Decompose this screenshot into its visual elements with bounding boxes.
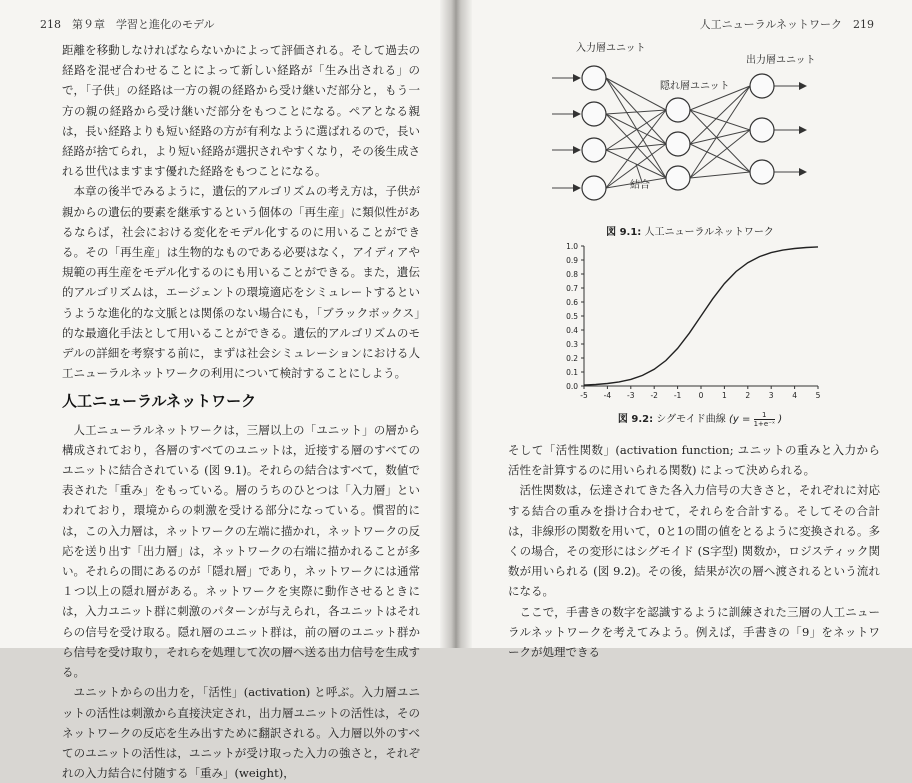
input-unit (582, 66, 606, 90)
x-tick-label: 0 (698, 391, 704, 400)
x-tick-label: 4 (792, 391, 797, 400)
book-gutter (440, 0, 472, 648)
x-tick-label: 3 (768, 391, 774, 400)
input-unit (582, 176, 606, 200)
output-unit (750, 74, 774, 98)
output-unit (750, 118, 774, 142)
input-unit (582, 138, 606, 162)
x-tick-label: 2 (745, 391, 751, 400)
connection-edge (606, 114, 666, 178)
figure-2-formula-fraction (754, 411, 775, 428)
hidden-unit (666, 98, 690, 122)
y-tick-label: 1.0 (566, 242, 578, 251)
left-paragraph-1: 距離を移動しなければならないかによって評価される。そして過去の経路を混ぜ合わせることによって新しい経路が「生み出される」ので，「子供」の経路は一方の親の経路から受け継いだ部分と，もう一方の親の経路から受け継いだ部分をもつことになる。ペアとなる親は，長い経路よりも短い経路の方が有利なように選ばれるので，長い経路が捨てられ，より短い経路が選択されやすくなり，その後生成される世代はますます優れた経路をもつことになる。 (62, 43, 420, 179)
figure-2-number: 図 9.2: (617, 414, 654, 425)
right-page (460, 0, 912, 660)
connection-label: 結合 (630, 180, 650, 191)
x-tick-label: 1 (722, 391, 727, 400)
section-title: 人工ニューラルネットワーク (62, 392, 257, 411)
figure-2-formula-rhs: ) (778, 414, 783, 425)
neural-network-diagram (550, 36, 850, 216)
y-tick-label: 0.6 (566, 298, 578, 307)
hidden-unit (666, 166, 690, 190)
figure-1-number: 図 9.1: (606, 227, 642, 238)
y-tick-label: 0.1 (566, 368, 578, 377)
left-body-text (62, 40, 420, 783)
output-unit (750, 160, 774, 184)
x-tick-label: -2 (650, 391, 658, 400)
left-paragraph-4: ユニットからの出力を，「活性」(activation) と呼ぶ。入力層ユニットの活性は刺激から直接決定され，出力層ユニットの活性は，そのネットワークの反応を生み出すために翻訳される。入力層以外のすべてのユニットの活性は，ユニットが受け取った入力の強さと，それぞれの入力結合に付随する「重み」(weight)， (62, 685, 420, 781)
hidden-layer-label: 隠れ層ユニット (660, 81, 730, 92)
right-running-header: 人工ニューラルネットワーク 219 (699, 18, 874, 31)
connection-edge (606, 78, 666, 178)
figure-2-formula-numerator: 1 (754, 411, 775, 420)
right-body-text (508, 440, 880, 662)
y-tick-label: 0.0 (566, 382, 578, 391)
y-tick-label: 0.9 (566, 256, 578, 265)
connection-edge (690, 144, 750, 172)
right-paragraph-2: 活性関数は，伝達されてきた各入力信号の大きさと，それぞれに対応する結合の重みを掛け合わせて，それらを合計する。そしてその合計は，非線形の関数を用いて，0と1の間の値をとるように変換される。多くの場合，その変形にはシグモイド (S字型) 関数か，ロジスティック関数が用いられる (図 9.2)。その後，結果が次の層へ渡されるという流れになる。 (508, 483, 880, 599)
input-unit (582, 102, 606, 126)
connection-edge (690, 110, 750, 172)
left-paragraph-3: 人工ニューラルネットワークは，三層以上の「ユニット」の層から構成されており，各層のすべてのユニットは，近接する層のすべてのユニットに結合されている (図 9.1)。それらの結合はすべて，数値で表された「重み」をもっている。層のうちのひとつは「入力層」といわれており，環境からの刺激を受ける部分になっている。慣習的には，この入力層は，ネットワークの左端に描かれ，ネットワークの反応を送り出す「出力層」は，ネットワークの右端に描かれることが多い。それらの間にあるのが「隠れ層」であり，ネットワークには通常１つ以上の隠れ層がある。ネットワークを実際に動作させるときには，入力ユニット群に刺激のパターンが与えられ，各ユニットはそれらの信号を受け取る。隠れ層のユニット群は，前の層のユニット群から信号を受け取り，それらを処理して次の層へ送る出力信号を生成する。 (62, 422, 420, 680)
y-tick-label: 0.3 (566, 340, 578, 349)
x-tick-label: 5 (815, 391, 821, 400)
connection-edge (606, 78, 666, 110)
left-running-header: 218 第９章 学習と進化のモデル (40, 18, 215, 31)
y-tick-label: 0.2 (566, 354, 578, 363)
connection-edge (606, 110, 666, 150)
figure-2-formula-lhs: (y = (728, 414, 751, 425)
right-paragraph-3: ここで，手書きの数字を認識するように訓練された三層の人工ニューラルネットワークを考えてみよう。例えば，手書きの「9」をネットワークが処理できる (508, 604, 880, 660)
left-paragraph-2: 本章の後半でみるように，遺伝的アルゴリズムの考え方は，子供が親からの遺伝的要素を継承するという個体の「再生産」に類似性があるならば，社会における変化をモデル化するのに用いることができる。その「再生産」は生物的なものである必要はなく，アイディアや規範の再生産をモデル化するのにも用いることができる。また，遺伝的アルゴリズムは，エージェントの環境適応をシミュレートするというような進化的な文脈とは関係のない場合にも，「ブラックボックス」的な最適化手法として用いることができる。遺伝的アルゴリズムのモデルの詳細を考察する前に，まずは社会シミュレーションにおける人工ニューラルネットワークの利用について検討することにしよう。 (62, 184, 420, 381)
connection-edge (690, 172, 750, 178)
x-tick-label: -1 (673, 391, 682, 400)
y-tick-label: 0.5 (566, 312, 578, 321)
x-tick-label: -3 (627, 391, 635, 400)
figure-2-caption (600, 410, 800, 428)
y-tick-label: 0.4 (566, 326, 578, 335)
output-layer-label: 出力層ユニット (746, 55, 816, 66)
connection-edge (690, 86, 750, 144)
y-tick-label: 0.7 (566, 284, 578, 293)
y-tick-label: 0.8 (566, 270, 578, 279)
left-page (0, 0, 452, 781)
x-tick-label: -5 (580, 391, 588, 400)
input-layer-label: 入力層ユニット (576, 43, 646, 54)
figure-2-title: シグモイド曲線 (656, 414, 726, 425)
figure-1-title: 人工ニューラルネットワーク (644, 227, 774, 238)
sigmoid-curve (584, 247, 818, 385)
connection-edge (606, 114, 666, 144)
x-tick-label: -4 (603, 391, 612, 400)
hidden-unit (666, 132, 690, 156)
sigmoid-chart (556, 236, 832, 406)
right-paragraph-1: そして「活性関数」(activation function; ユニットの重みと入力から活性を計算するのに用いられる関数) によって決められる。 (508, 443, 880, 478)
figure-2-formula-denominator: 1+e⁻ˣ (753, 419, 775, 428)
